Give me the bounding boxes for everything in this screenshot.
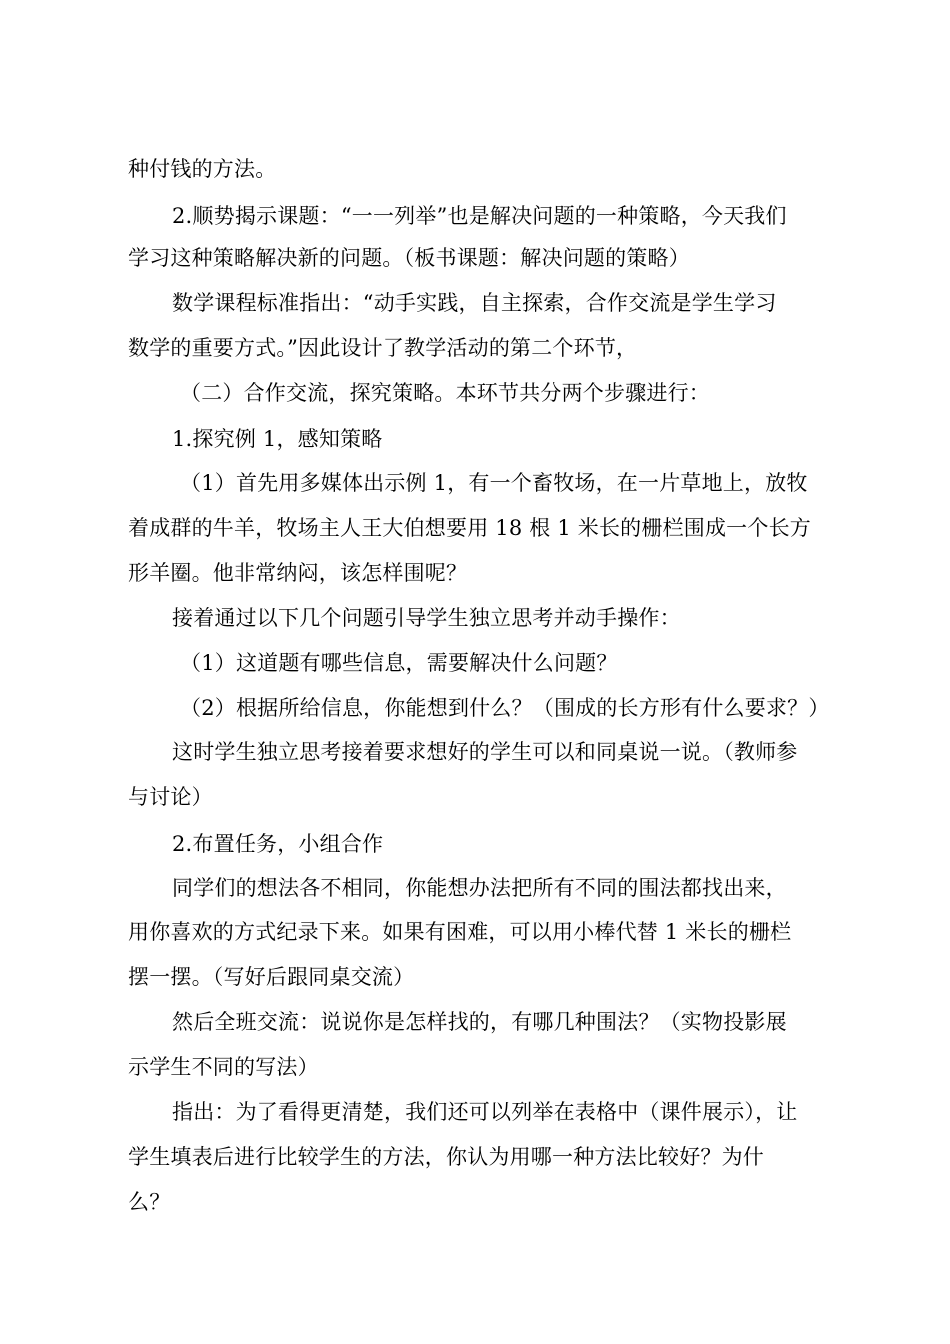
text-line: 这时学生独立思考接着要求想好的学生可以和同桌说一说。（教师参 [172, 740, 798, 764]
text-line: （2）根据所给信息，你能想到什么？（围成的长方形有什么要求？） [180, 696, 830, 720]
text-line: 2.顺势揭示课题：“一一列举”也是解决问题的一种策略，今天我们 [172, 204, 787, 228]
text-line: 学习这种策略解决新的问题。（板书课题：解决问题的策略） [128, 246, 690, 270]
text-line: 指出：为了看得更清楚，我们还可以列举在表格中（课件展示），让 [172, 1100, 798, 1124]
text-line: 着成群的牛羊，牧场主人王大伯想要用 18 根 1 米长的栅栏围成一个长方 [128, 516, 811, 540]
text-line: 学生填表后进行比较学生的方法，你认为用哪一种方法比较好？为什 [128, 1145, 764, 1169]
text-line: 摆一摆。（写好后跟同桌交流） [128, 965, 415, 989]
text-line: 数学的重要方式。”因此设计了教学活动的第二个环节， [128, 336, 638, 360]
text-line: 形羊圈。他非常纳闷，该怎样围呢？ [128, 561, 468, 585]
text-line: 示学生不同的写法） [128, 1055, 319, 1079]
text-line: （1）首先用多媒体出示例 1，有一个畜牧场，在一片草地上，放牧 [180, 471, 808, 495]
text-line: 1.探究例 1，感知策略 [172, 427, 383, 451]
text-line: （二）合作交流，探究策略。本环节共分两个步骤进行： [180, 381, 710, 405]
text-line: 用你喜欢的方式纪录下来。如果有困难，可以用小棒代替 1 米长的栅栏 [128, 920, 792, 944]
text-line: 么？ [128, 1190, 171, 1214]
text-line: 与讨论） [128, 785, 213, 809]
text-line: 种付钱的方法。 [128, 157, 277, 181]
text-line: 接着通过以下几个问题引导学生独立思考并动手操作： [172, 606, 681, 630]
text-line: （1）这道题有哪些信息，需要解决什么问题？ [180, 651, 618, 675]
text-line: 同学们的想法各不相同，你能想办法把所有不同的围法都找出来， [172, 876, 787, 900]
text-line: 然后全班交流：说说你是怎样找的，有哪几种围法？（实物投影展 [172, 1010, 787, 1034]
text-line: 数学课程标准指出：“动手实践，自主探索，合作交流是学生学习 [172, 291, 777, 315]
text-line: 2.布置任务，小组合作 [172, 832, 384, 856]
